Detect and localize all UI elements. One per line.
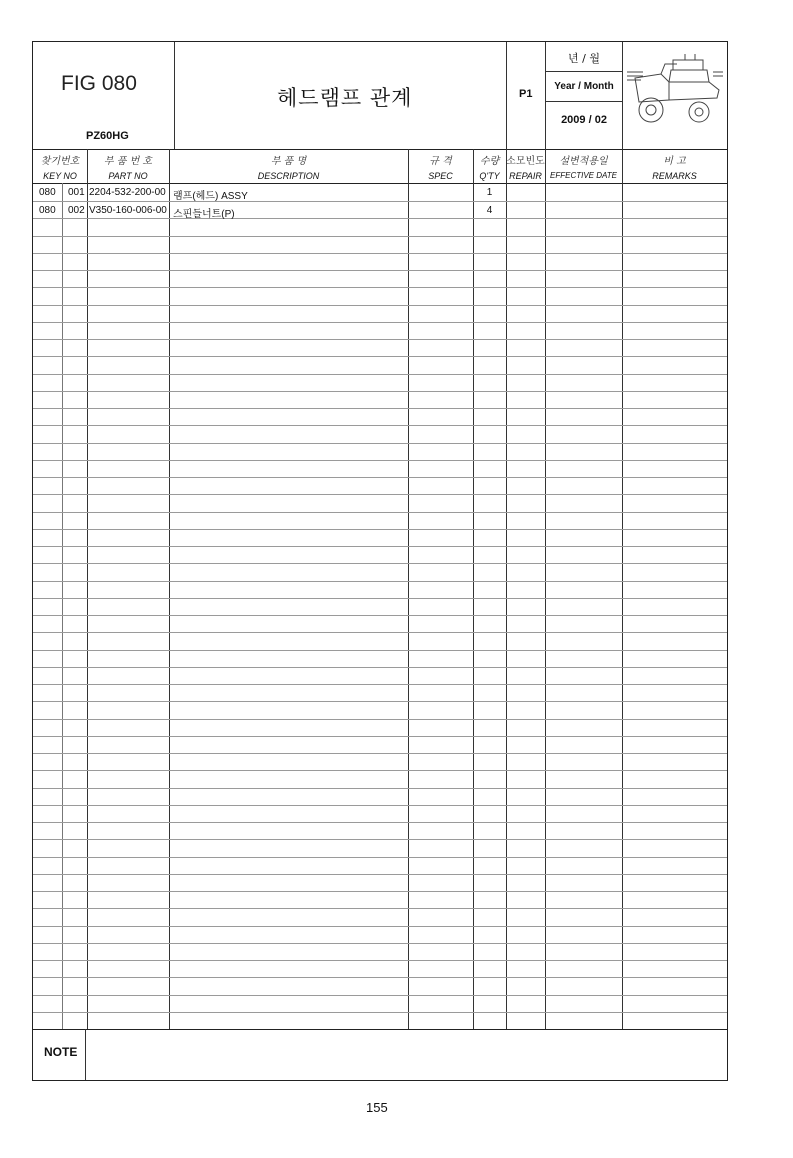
table-row-line	[33, 563, 727, 564]
divider	[85, 1029, 86, 1080]
year-month-label-ko: 년 / 월	[568, 52, 600, 65]
page-number: 155	[366, 1100, 388, 1115]
table-row-line	[33, 615, 727, 616]
page-title: 헤드램프 관계	[277, 86, 413, 110]
table-row-line	[33, 201, 727, 202]
table-row-line	[33, 477, 727, 478]
table-row-line	[33, 1012, 727, 1013]
table-row-line	[33, 632, 727, 633]
table-row-line	[33, 874, 727, 875]
table-row-line	[33, 788, 727, 789]
divider	[506, 149, 507, 1029]
table-row-line	[33, 960, 727, 961]
table-row-line	[33, 425, 727, 426]
table-cell-key: 002	[68, 205, 85, 216]
table-row-line	[33, 926, 727, 927]
column-header-spec: 규 격 SPEC	[428, 156, 453, 181]
table-row-line	[33, 391, 727, 392]
rice-transplanter-icon	[625, 52, 725, 136]
column-header-part-no: 부 품 번 호 PART NO	[103, 156, 153, 181]
table-row-line	[33, 236, 727, 237]
table-row-line	[33, 650, 727, 651]
table-row-line	[33, 253, 727, 254]
divider	[408, 149, 409, 1029]
column-header-remarks: 비 고 REMARKS	[652, 156, 697, 181]
table-row-line	[33, 598, 727, 599]
divider	[62, 183, 63, 1029]
table-row-line	[33, 494, 727, 495]
table-row-line	[33, 857, 727, 858]
table-row-line	[33, 270, 727, 271]
table-row-line	[33, 443, 727, 444]
table-row-line	[33, 374, 727, 375]
table-cell-qty: 1	[486, 187, 493, 198]
table-cell-description: 램프(헤드) ASSY	[173, 191, 248, 202]
divider	[506, 42, 507, 149]
model-name: PZ60HG	[86, 130, 129, 142]
table-row-line	[33, 408, 727, 409]
table-row-line	[33, 546, 727, 547]
table-cell-part-no: V350-160-006-00	[89, 205, 167, 216]
divider	[622, 149, 623, 1029]
table-cell-fig: 080	[39, 205, 56, 216]
table-cell-qty: 4	[486, 205, 493, 216]
divider	[545, 149, 546, 1029]
table-row-line	[33, 581, 727, 582]
year-month-value: 2009 / 02	[561, 114, 607, 126]
divider	[174, 42, 175, 149]
table-row-line	[33, 908, 727, 909]
divider	[473, 149, 474, 1029]
table-row-line	[33, 822, 727, 823]
table-row-line	[33, 356, 727, 357]
table-cell-key: 001	[68, 187, 85, 198]
table-cell-fig: 080	[39, 187, 56, 198]
column-header-effective-date: 설변적용일 EFFECTIVE DATE	[550, 156, 617, 180]
table-row-line	[33, 512, 727, 513]
table-row-line	[33, 460, 727, 461]
table-row-line	[33, 839, 727, 840]
column-header-description: 부 품 명 DESCRIPTION	[257, 156, 320, 181]
column-header-qty: 수량 Q'TY	[479, 156, 500, 181]
divider	[545, 101, 622, 102]
table-row-line	[33, 995, 727, 996]
table-row-line	[33, 943, 727, 944]
column-header-repair: 소모빈도 REPAIR	[506, 156, 545, 181]
year-month-label-en: Year / Month	[554, 81, 614, 92]
note-divider	[33, 1029, 727, 1030]
table-row-line	[33, 529, 727, 530]
table-row-line	[33, 305, 727, 306]
table-row-line	[33, 977, 727, 978]
table-cell-description: 스핀들너트(P)	[173, 209, 235, 220]
parts-list-sheet	[32, 41, 728, 1081]
table-row-line	[33, 287, 727, 288]
table-row-line	[33, 322, 727, 323]
divider	[87, 149, 88, 1029]
table-row-line	[33, 770, 727, 771]
table-row-line	[33, 339, 727, 340]
table-row-line	[33, 701, 727, 702]
table-row-line	[33, 805, 727, 806]
divider	[545, 71, 622, 72]
table-row-line	[33, 891, 727, 892]
note-label: NOTE	[44, 1045, 78, 1059]
column-header-key: 찾기번호 KEY NO	[40, 156, 80, 181]
figure-number: FIG 080	[61, 72, 137, 95]
table-row-line	[33, 684, 727, 685]
table-cell-part-no: 2204-532-200-00	[89, 187, 166, 198]
page-indicator: P1	[519, 88, 533, 100]
table-row-line	[33, 218, 727, 219]
table-row-line	[33, 736, 727, 737]
table-row-line	[33, 719, 727, 720]
divider	[169, 149, 170, 1029]
table-row-line	[33, 753, 727, 754]
table-row-line	[33, 667, 727, 668]
